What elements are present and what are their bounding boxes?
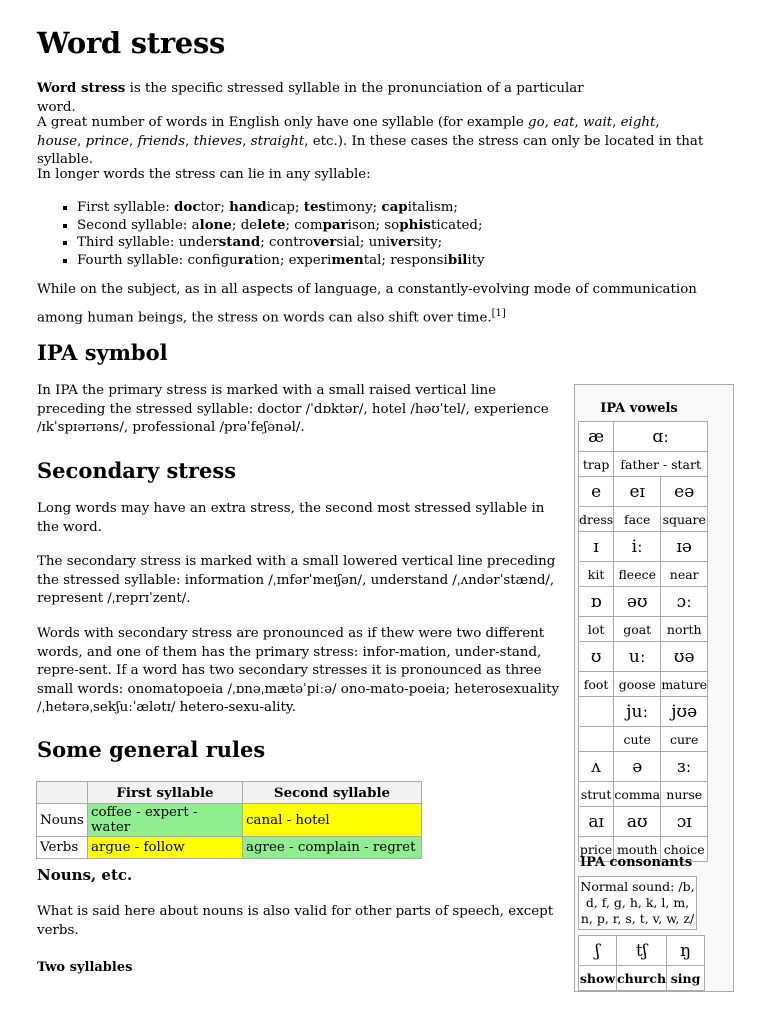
ipa-symbol: ɔɪ <box>661 807 708 837</box>
table-cell: coffee - expert - water <box>88 804 243 837</box>
vowel-symbol-row <box>579 752 708 782</box>
ipa-keyword: choice <box>661 837 708 862</box>
ipa-symbol: ɒ <box>579 587 614 617</box>
ipa-symbol: juː <box>614 697 661 727</box>
ipa-symbol: eə <box>661 477 708 507</box>
list-item: ▪ First syllable: doctor; handicap; testimony; capitalism; <box>77 199 597 217</box>
intro-text: , etc.). In these cases the stress can only be located in that syllable. <box>37 133 704 167</box>
vowel-symbol-row <box>579 697 708 727</box>
table-cell: agree - complain - regret <box>243 837 422 859</box>
ipa-keyword: cute <box>614 727 661 752</box>
ipa-symbol: aʊ <box>614 807 661 837</box>
intro-paragraph-3: In longer words the stress can lie in any syllable: <box>37 167 371 182</box>
ipa-keyword: mature <box>661 672 708 697</box>
example-word: friends <box>137 133 186 149</box>
heading-secondary-stress: Secondary stress <box>37 458 237 483</box>
ipa-keyword: near <box>661 562 708 587</box>
vowel-keyword-row <box>579 617 708 642</box>
vowel-symbol-row <box>579 422 708 452</box>
ipa-symbol: ɑː <box>614 422 708 452</box>
ipa-symbol: ɔː <box>661 587 708 617</box>
ipa-keyword: comma <box>614 782 661 807</box>
ipa-keyword: nurse <box>661 782 708 807</box>
ipa-keyword: goat <box>614 617 661 642</box>
ipa-symbol: uː <box>614 642 661 672</box>
normal-sound-box: Normal sound: /b, d, f, g, h, k, l, m, n, p, r, s, t, v, w, z/ <box>578 876 697 930</box>
vowel-table <box>578 421 708 862</box>
stress-example-word: doctor <box>174 199 221 215</box>
ipa-symbol: aɪ <box>579 807 614 837</box>
ipa-symbol: e <box>579 477 614 507</box>
vowel-keyword-row <box>579 672 708 697</box>
ipa-keyword: show <box>579 966 617 991</box>
ipa-symbol: ə <box>614 752 661 782</box>
stress-example-word: sophisticated <box>384 216 478 233</box>
example-word: wait <box>583 115 613 130</box>
intro-paragraph-4 <box>37 278 697 330</box>
rules-table <box>36 781 422 859</box>
vowel-symbol-row <box>579 477 708 507</box>
ipa-keyword: cure <box>661 727 708 752</box>
table-cell: canal - hotel <box>243 804 422 837</box>
ipa-keyword: face <box>614 507 661 532</box>
term-bold: Word stress <box>37 80 126 96</box>
reference-link[interactable]: [1] <box>491 308 506 319</box>
consonant-table <box>578 935 705 991</box>
intro-text: is the specific stressed syllable in the pronunciation of a particular word. <box>37 81 584 115</box>
vowel-keyword-row <box>579 562 708 587</box>
ipa-symbol: tʃ <box>617 936 667 966</box>
ipa-symbol: jʊə <box>661 697 708 727</box>
row-label: Verbs <box>37 837 88 859</box>
ipa-keyword: goose <box>614 672 661 697</box>
stress-example-word: university <box>368 234 438 250</box>
list-item: ▪ Third syllable: understand; controversial; university; <box>77 234 597 252</box>
table-row <box>37 837 422 859</box>
heading-ipa-symbol: IPA symbol <box>37 340 168 365</box>
secondary-paragraph-2: The secondary stress is marked with a small lowered vertical line preceding the stressed syllable: information /ˌɪnfərˈmeɪʃən/, understand /ˌʌndərˈstænd/, represent /ˌreprɪˈzent/. <box>37 554 556 606</box>
list-item: ▪ Second syllable: alone; delete; comparison; sophisticated; <box>77 217 597 235</box>
list-item-label: Second syllable: <box>77 217 192 233</box>
ipa-symbol: ʊə <box>661 642 708 672</box>
ipa-symbol: eɪ <box>614 477 661 507</box>
ipa-symbol: ʊ <box>579 642 614 672</box>
intro-text: A great number of words in English only have one syllable (for example <box>37 115 529 130</box>
consonant-keyword-row <box>579 966 705 991</box>
ipa-symbol: æ <box>579 422 614 452</box>
table-header-first: First syllable <box>88 782 243 804</box>
stress-example-word: alone <box>191 216 232 233</box>
stress-example-word: responsibility <box>390 251 485 268</box>
ipa-keyword: north <box>661 617 708 642</box>
list-item: ▪ Fourth syllable: configuration; experimental; responsibility <box>77 252 597 270</box>
example-word: prince <box>85 133 129 149</box>
consonants-title: IPA consonants <box>580 855 693 870</box>
stress-example-word: testimony <box>303 199 373 215</box>
ipa-keyword: father - start <box>614 452 708 477</box>
heading-two-syllables: Two syllables <box>37 960 133 975</box>
ipa-keyword: price <box>579 837 614 862</box>
stress-example-word: capitalism <box>381 199 454 215</box>
ipa-keyword: dress <box>579 507 614 532</box>
vowel-keyword-row <box>579 452 708 477</box>
intro-paragraph-2: A great number of words in English only have one syllable (for example go, eat, wait, eight, house, prince, friends, thieves, straight, etc.). In these cases the stress can only be located in that syllable. <box>37 115 704 167</box>
stress-example-word: configuration <box>187 251 280 268</box>
vowel-symbol-row <box>579 587 708 617</box>
vowel-keyword-row <box>579 727 708 752</box>
ipa-symbol: ʌ <box>579 752 614 782</box>
ipa-keyword: strut <box>579 782 614 807</box>
stress-example-word: experimental <box>288 251 382 268</box>
stress-example-word: understand <box>178 234 261 250</box>
heading-nouns: Nouns, etc. <box>37 866 133 884</box>
example-word: straight <box>250 133 305 149</box>
secondary-paragraph-1: Long words may have an extra stress, the second most stressed syllable in the word. <box>37 501 545 535</box>
ipa-keyword: trap <box>579 452 614 477</box>
stress-example-word: handicap <box>229 199 295 215</box>
stress-example-word: controversial <box>269 234 360 250</box>
stress-example-word: comparison <box>294 216 376 233</box>
intro-text: While on the subject, as in all aspects of language, a constantly-evolving mode of communication among human beings, the stress on words can also shift over time. <box>37 282 697 326</box>
ipa-symbol-text: In IPA the primary stress is marked with a small raised vertical line preceding the stressed syllable: doctor /ˈdɒktər/, hotel /həʊˈtel/, experience /ɪkˈspɪərɪəns/, professional /prəˈfeʃənəl/. <box>37 383 549 435</box>
nouns-text: What is said here about nouns is also valid for other parts of speech, except verbs. <box>37 904 554 938</box>
example-word: house <box>37 133 78 149</box>
list-item-label: Fourth syllable: <box>77 252 188 268</box>
ipa-symbol: ʃ <box>579 936 617 966</box>
ipa-keyword: lot <box>579 617 614 642</box>
ipa-keyword: foot <box>579 672 614 697</box>
example-word: eight <box>620 115 656 130</box>
list-item-label: Third syllable: <box>77 235 179 250</box>
example-word: eat <box>553 115 575 130</box>
ipa-keyword: square <box>661 507 708 532</box>
intro-paragraph-1 <box>37 79 617 117</box>
ipa-symbol: ɪə <box>661 532 708 562</box>
ipa-symbol: əʊ <box>614 587 661 617</box>
stress-example-word: delete <box>240 216 286 233</box>
ipa-keyword: mouth <box>614 837 661 862</box>
secondary-paragraph-3: Words with secondary stress are pronounced as if thew were two different words, and one of them has the primary stress: infor-mation, under-stand, repre-sent. If a word has two secondary stresses it is pronounced as three small words: onomatopoeia /ˌɒnəˌmætəˈpiːə/ ono-mato-poeia; heterosexuality /ˌhetərəˌsekʃuːˈælətɪ/ hetero-sexu-ality. <box>37 626 560 715</box>
vowel-keyword-row <box>579 507 708 532</box>
heading-general-rules: Some general rules <box>37 737 266 762</box>
table-header-empty <box>37 782 88 804</box>
consonant-symbol-row <box>579 936 705 966</box>
ipa-symbol: ŋ <box>667 936 705 966</box>
ipa-keyword: kit <box>579 562 614 587</box>
list-item-label: First syllable: <box>77 200 175 215</box>
ipa-keyword <box>579 727 614 752</box>
row-label: Nouns <box>37 804 88 837</box>
table-header-second: Second syllable <box>243 782 422 804</box>
vowel-symbol-row <box>579 642 708 672</box>
example-word: go <box>528 115 545 130</box>
ipa-keyword: fleece <box>614 562 661 587</box>
ipa-keyword: church <box>617 966 667 991</box>
table-cell: argue - follow <box>88 837 243 859</box>
vowels-title: IPA vowels <box>600 401 678 416</box>
vowel-keyword-row <box>579 782 708 807</box>
syllable-list <box>37 199 597 269</box>
ipa-keyword: sing <box>667 966 705 991</box>
example-word: thieves <box>193 133 243 149</box>
vowel-symbol-row <box>579 532 708 562</box>
ipa-symbol: iː <box>614 532 661 562</box>
ipa-symbol: ɪ <box>579 532 614 562</box>
page-title: Word stress <box>37 26 226 60</box>
vowel-symbol-row <box>579 807 708 837</box>
table-row <box>37 804 422 837</box>
ipa-symbol <box>579 697 614 727</box>
ipa-symbol: ɜː <box>661 752 708 782</box>
